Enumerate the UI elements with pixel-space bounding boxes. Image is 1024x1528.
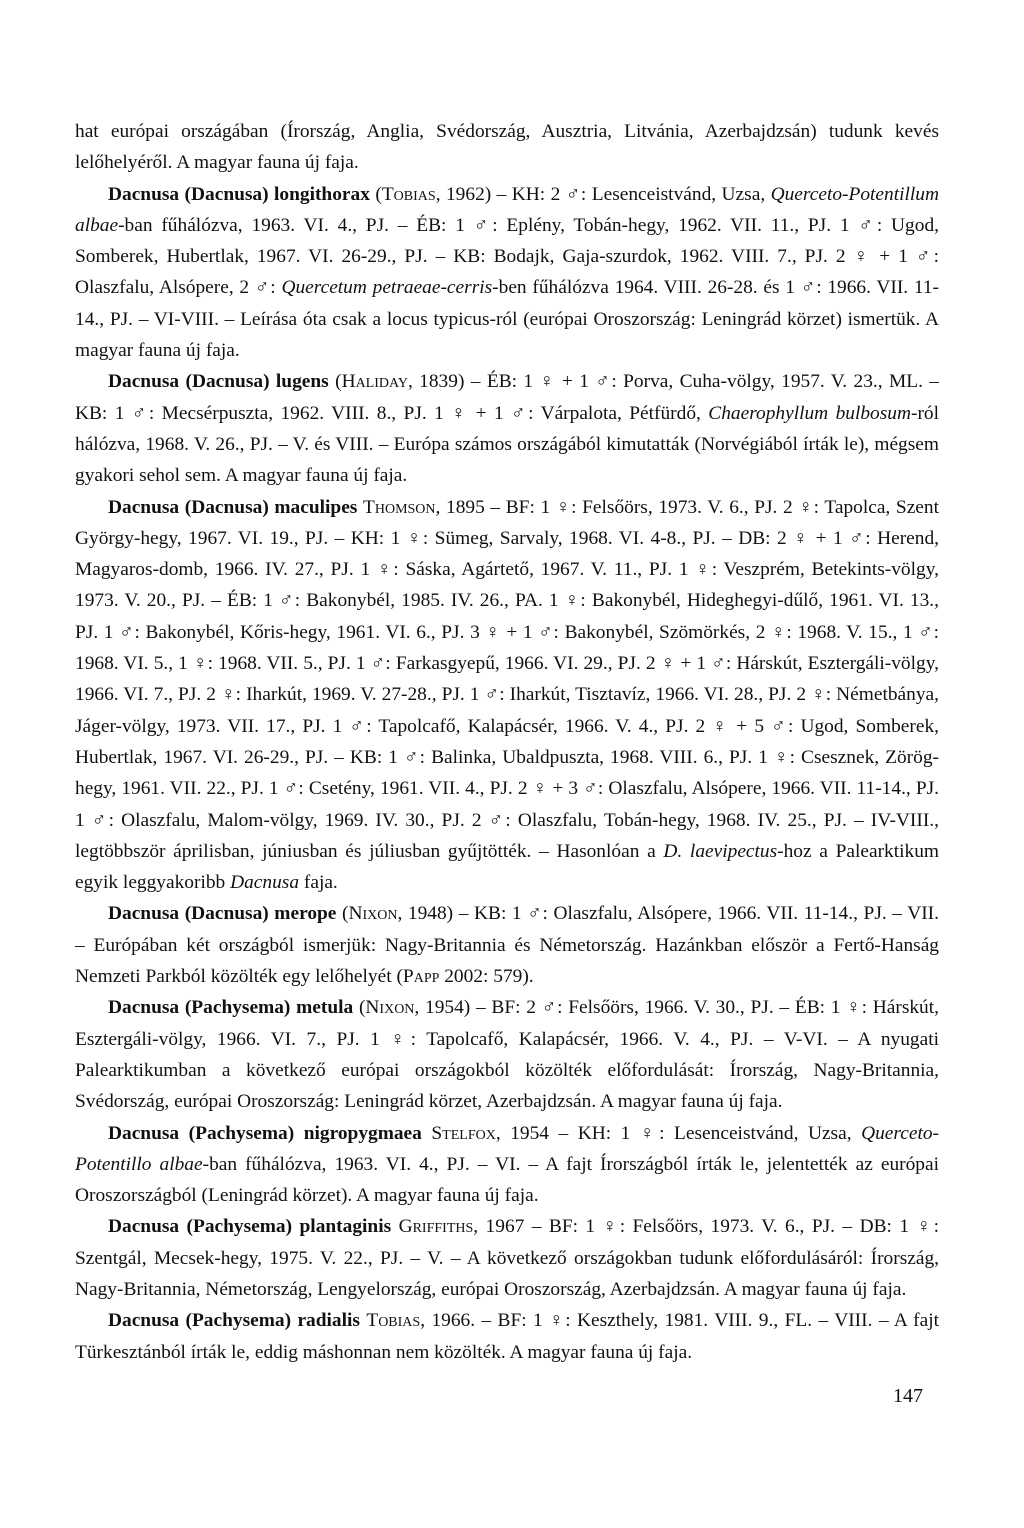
author-name: Haliday xyxy=(341,371,408,393)
species-name: Dacnusa (Dacnusa) lugens xyxy=(108,371,329,393)
species-entry xyxy=(75,1118,939,1212)
author-name: Tobias xyxy=(381,183,436,205)
author-name: Nixon xyxy=(365,997,415,1019)
species-name: Dacnusa (Pachysema) metula xyxy=(108,997,354,1019)
text-run: , 1895 – BF: 1 ♀: Felsőörs, 1973. V. 6., PJ. 2 ♀: Tapolca, Szent György-hegy, 1967. VI. 19., PJ. – KH: 1 ♀: Sümeg, Sarvaly, 1968. VI. 4-8., PJ. – DB: 2 ♀ + 1 ♂: Herend, Magyaros-domb, 1966. IV. 27., PJ. 1 ♀: Sáska, Agártető, 1967. V. 11., PJ. 1 ♀: Veszprém, Betekints-völgy, 1973. V. 20., PJ. – ÉB: 1 ♂: Bakonybél, 1985. IV. 26., PA. 1 ♀: Bakonybél, Hideghegyi-dűlő, 1961. VI. 13., PJ. 1 ♂: Bakonybél, Kőris-hegy, 1961. VI. 6., PJ. 3 ♀ + 1 ♂: Bakonybél, Szömörkés, 2 ♀: 1968. V. 15., 1 ♂: 1968. VI. 5., 1 ♀: 1968. VII. 5., PJ. 1 ♂: Farkasgyepű, 1966. VI. 29., PJ. 2 ♀ + 1 ♂: Hárskút, Esztergáli-völgy, 1966. VI. 7., PJ. 2 ♀: Iharkút, 1969. V. 27-28., PJ. 1 ♂: Iharkút, Tisztavíz, 1966. VI. 28., PJ. 2 ♀: Németbánya, Jáger-völgy, 1973. VII. 17., PJ. 1 ♂: Tapolcafő, Kalapácsér, 1966. V. 4., PJ. 2 ♀ + 5 ♂: Ugod, Somberek, Hubertlak, 1967. VI. 26-29., PJ. – KB: 1 ♂: Balinka, Ubaldpuszta, 1968. VIII. 6., PJ. 1 ♀: Csesznek, Zörög-hegy, 1961. VII. 22., PJ. 1 ♂: Csetény, 1961. VII. 4., PJ. 2 ♀ + 3 ♂: Olaszfalu, Alsópere, 1966. VII. 11-14., PJ. 1 ♂: Olaszfalu, Malom-völgy, 1969. IV. 30., PJ. 2 ♂: Olaszfalu, Tobán-hegy, 1968. IV. 25., PJ. – IV-VIII., legtöbbször áprilisban, júniusban és júliusban gyűjtötték. – Hasonlóan a xyxy=(75,496,939,862)
text-run: ( xyxy=(328,371,342,393)
page-body xyxy=(75,116,939,1368)
text-run xyxy=(422,1123,432,1144)
text-run: , 1954 – KH: 1 ♀: Lesenceistvánd, Uzsa, xyxy=(495,1122,862,1144)
text-run: -ról hálózva, 1968. V. 26., PJ. – V. és VIII. – Európa számos országából kimutatták (Norvégiából írták le), mégsem gyakori sehol sem. A magyar fauna új faja. xyxy=(75,402,939,487)
species-entry xyxy=(75,366,939,491)
text-run: ( xyxy=(353,997,366,1019)
author-name: Nixon xyxy=(348,903,398,925)
italic-term: Querceto-Potentillum albae xyxy=(75,183,939,236)
continuation-paragraph xyxy=(75,116,939,179)
species-name: Dacnusa (Dacnusa) maculipes xyxy=(108,496,358,518)
species-entry xyxy=(75,179,939,367)
species-entry xyxy=(75,492,939,899)
italic-term: Chaerophyllum bulbosum xyxy=(708,402,911,424)
species-name: Dacnusa (Pachysema) nigropygmaea xyxy=(108,1122,422,1144)
text-run: , 1954) – BF: 2 ♂: Felsőörs, 1966. V. 30., PJ. – ÉB: 1 ♀: Hárskút, Esztergáli-völgy, 1966. VI. 7., PJ. 1 ♀: Tapolcafő, Kalapácsér, 1966. V. 4., PJ. – V-VI. – A nyugati Palearktikumban a következő európai országokból közölték előfordulását: Írország, Nagy-Britannia, Svédország, európai Oroszország: Leningrád körzet, Azerbajdzsán. A magyar fauna új faja. xyxy=(75,997,939,1113)
species-name: Dacnusa (Dacnusa) merope xyxy=(108,903,337,925)
species-entry xyxy=(75,1211,939,1305)
species-entry xyxy=(75,1305,939,1368)
italic-term: Quercetum petraeae-cerris xyxy=(281,277,493,299)
author-name: Stelfox xyxy=(431,1122,496,1144)
text-run: , 1967 – BF: 1 ♀: Felsőörs, 1973. V. 6., PJ. – DB: 1 ♀: Szentgál, Mecsek-hegy, 1975. V. 22., PJ. – V. – A következő országokban tudunk előfordulásáról: Írország, Nagy-Britannia, Németország, Lengyelország, európai Oroszország, Azerbajdzsán. A magyar fauna új faja. xyxy=(75,1216,939,1300)
text-run: hat európai országában (Írország, Anglia, Svédország, Ausztria, Litvánia, Azerbajdzsán) tudunk kevés lelőhelyéről. A magyar fauna új faja. xyxy=(75,121,939,174)
text-run: -ban fűhálózva, 1963. VI. 4., PJ. – ÉB: 1 ♂: Eplény, Tobán-hegy, 1962. VII. 11., PJ. 1 ♂: Ugod, Somberek, Hubertlak, 1967. VI. 26-29., PJ. – KB: Bodajk, Gaja-szurdok, 1962. VIII. 7., PJ. 2 ♀ + 1 ♂: Olaszfalu, Alsópere, 2 ♂: xyxy=(75,214,939,299)
text-run: , 1966. – BF: 1 ♀: Keszthely, 1981. VIII. 9., FL. – VIII. – A fajt Türkesztánból írták le, eddig máshonnan nem közölték. A magyar fauna új faja. xyxy=(75,1310,939,1363)
text-run: faja. xyxy=(299,872,338,894)
text-run: ( xyxy=(336,903,349,925)
species-name: Dacnusa (Pachysema) plantaginis xyxy=(108,1216,392,1238)
italic-term: Dacnusa xyxy=(230,872,300,894)
species-name: Dacnusa (Dacnusa) longithorax xyxy=(108,183,370,205)
author-name: Tobias xyxy=(366,1310,421,1332)
species-entry xyxy=(75,992,939,1117)
text-run: ( xyxy=(369,183,382,205)
author-name: Griffiths xyxy=(398,1216,474,1238)
species-name: Dacnusa (Pachysema) radialis xyxy=(108,1310,360,1332)
text-run: -hoz a Palearktikum egyik leggyakoribb xyxy=(75,840,939,894)
italic-term: D. laevipectus xyxy=(663,840,778,862)
text-run: -ben fűhálózva 1964. VIII. 26-28. és 1 ♂: 1966. VII. 11-14., PJ. – VI-VIII. – Leírása óta csak a locus typicus-ról (európai Oroszország: Leningrád körzet) ismertük. A magyar fauna új faja. xyxy=(75,277,940,362)
page-number: 147 xyxy=(893,1385,923,1407)
species-entry xyxy=(75,898,939,992)
text-run: 2002: 579). xyxy=(439,966,534,988)
author-name: Thomson xyxy=(363,496,436,518)
text-run: , 1839) – ÉB: 1 ♀ + 1 ♂: Porva, Cuha-völgy, 1957. V. 23., ML. – KB: 1 ♂: Mecsérpuszta, 1962. VIII. 8., PJ. 1 ♀ + 1 ♂: Várpalota, Pétfürdő, xyxy=(75,371,939,424)
text-run: , 1962) – KH: 2 ♂: Lesenceistvánd, Uzsa, xyxy=(435,183,771,205)
text-run xyxy=(391,1216,398,1237)
author-name: Papp xyxy=(402,966,440,988)
italic-term: Querceto-Potentillo albae xyxy=(75,1122,939,1175)
text-run: -ban fűhálózva, 1963. VI. 4., PJ. – VI. – A fajt Írországból írták le, jelentették az európai Oroszországból (Leningrád körzet). A magyar fauna új faja. xyxy=(75,1153,939,1207)
text-run: , 1948) – KB: 1 ♂: Olaszfalu, Alsópere, 1966. VII. 11-14., PJ. – VII. – Európában két országból ismerjük: Nagy-Britannia és Németország. Hazánkban először a Fertő-Hanság Nemzeti Parkból közölték egy lelőhelyét ( xyxy=(75,903,939,988)
